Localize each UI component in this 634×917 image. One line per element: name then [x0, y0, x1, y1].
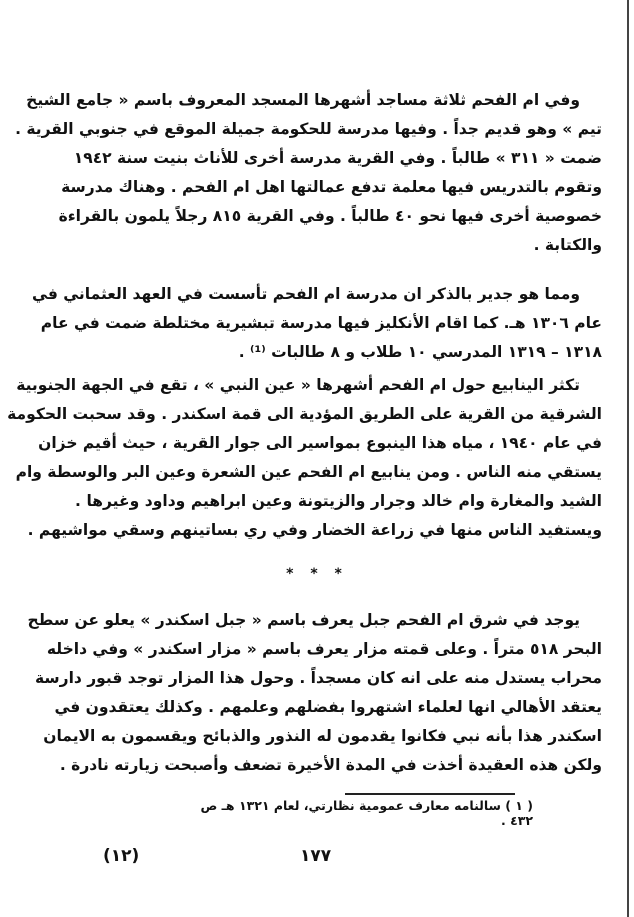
text-line: وفي ام الفحم ثلاثة مساجد أشهرها المسجد المعروف باسم « جامع الشيخ: [26, 91, 580, 109]
footnote-rule: [345, 793, 515, 795]
text-line: يوجد في شرق ام الفحم جبل يعرف باسم « جبل اسكندر » يعلو عن سطح: [27, 611, 580, 629]
footnote: ( ١ ) سالنامه معارف عمومية نظارتي، لعام ١٣٢١ هـ ص ٤٣٢ .: [200, 798, 533, 828]
text-line: عام ١٣٠٦ هـ. كما اقام الأنكليز فيها مدرسة تبشيرية مختلطة ضمت في عام: [40, 314, 602, 332]
signature-mark: (١٢): [103, 846, 140, 866]
text-line: ومما هو جدير بالذكر ان مدرسة ام الفحم تأسست في العهد العثماني في: [32, 285, 580, 303]
text-line: في عام ١٩٤٠ ، مياه هذا الينبوع بمواسير الى جوار القرية ، حيث أقيم خزان: [38, 434, 602, 452]
text-line: ضمت « ٣١١ » طالباً . وفي القرية مدرسة أخرى للأناث بنيت سنة ١٩٤٢: [73, 149, 602, 167]
text-line: الشرقية من القرية على الطريق المؤدية الى قمة اسكندر . وقد سحبت الحكومة: [7, 405, 602, 423]
text-line: تكثر الينابيع حول ام الفحم أشهرها « عين النبي » ، تقع في الجهة الجنوبية: [16, 376, 580, 394]
text-line: يستقي منه الناس . ومن ينابيع ام الفحم عين الشعرة وعين البر والوسطة وام: [15, 463, 602, 481]
text-line: تيم » وهو قديم جداً . وفيها مدرسة للحكومة جميلة الموقع في جنوبي القرية .: [15, 120, 602, 138]
section-separator: * * *: [286, 566, 348, 582]
text-line: الشيد والمغارة وام خالد وجرار والزيتونة وعين ابراهيم وداود وغيرها .: [75, 492, 602, 510]
text-line: والكتابة .: [533, 236, 602, 254]
page-number: ١٧٧: [300, 846, 332, 866]
page-edge: [627, 0, 629, 917]
text-line: ولكن هذه العقيدة أخذت في المدة الأخيرة تضعف وأصبحت زيارته نادرة .: [59, 756, 602, 774]
text-line: ويستفيد الناس منها في زراعة الخضار وفي ري بساتينهم وسقي مواشيهم .: [27, 521, 602, 539]
text-line: خصوصية أخرى فيها نحو ٤٠ طالباً . وفي القرية ٨١٥ رجلاً يلمون بالقراءة: [58, 207, 602, 225]
text-line: البحر ٥١٨ متراً . وعلى قمته مزار يعرف باسم « مزار اسكندر » وفي داخله: [46, 640, 602, 658]
text-line: ١٣١٨ – ١٣١٩ المدرسي ١٠ طلاب و ٨ طالبات ⁽¹⁾ .: [238, 343, 602, 361]
text-line: اسكندر هذا بأنه نبي فكانوا يقدمون له النذور والذبائح ويقسمون به الايمان: [43, 727, 602, 745]
text-line: محراب يستدل منه على انه كان مسجداً . وحول هذا المزار توجد قبور دارسة: [35, 669, 602, 687]
text-line: وتقوم بالتدريس فيها معلمة تدفع عمالتها اهل ام الفحم . وهناك مدرسة: [61, 178, 602, 196]
text-line: يعتقد الأهالي انها لعلماء اشتهروا بفضلهم وعلمهم . وكذلك يعتقدون في: [54, 698, 602, 716]
